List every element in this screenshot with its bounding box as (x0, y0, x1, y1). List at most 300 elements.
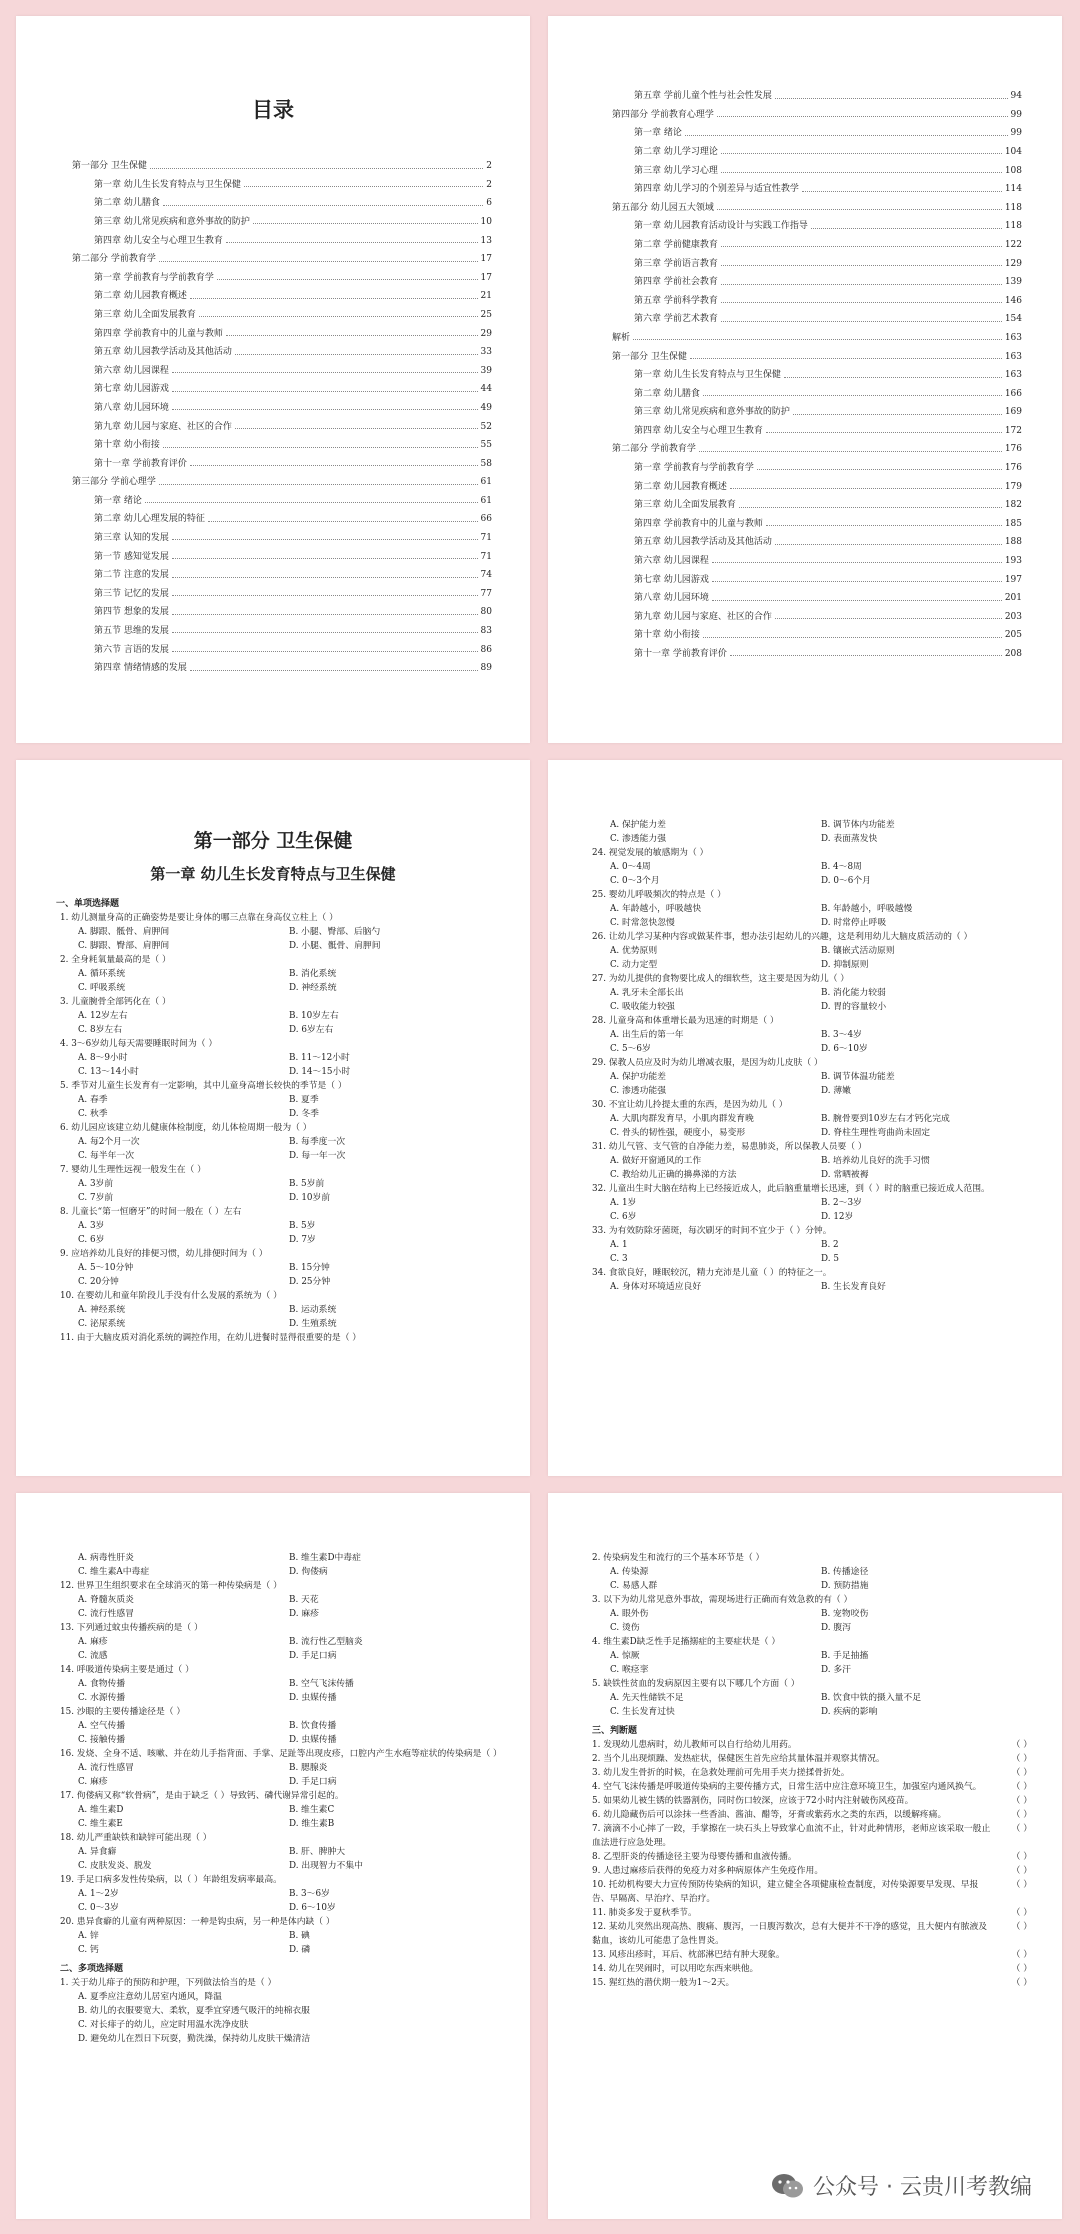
question-list (16, 1493, 530, 2046)
question-options (60, 1887, 500, 1915)
toc-entry-title: 第十一章 学前教育评价 (634, 649, 727, 659)
judgment-statement: 14. 幼儿在哭闹时，可以用吃东西来哄他。 (592, 1964, 759, 1974)
toc-entry-title: 第九章 幼儿园与家庭、社区的合作 (634, 611, 772, 622)
toc-leader (190, 298, 478, 299)
toc-row (72, 619, 492, 638)
question (592, 846, 1032, 888)
option: D. 常晒被褥 (821, 1170, 869, 1180)
option: A. 先天性储铁不足 (610, 1693, 684, 1703)
option: A. 麻疹 (78, 1637, 108, 1647)
toc-row (72, 321, 492, 340)
toc-page-number: 61 (480, 477, 492, 488)
question-stem: 9. 应培养幼儿良好的排便习惯，幼儿排便时间为（ ） (60, 1249, 268, 1259)
question-options (592, 1280, 1032, 1294)
toc-page-number: 13 (480, 235, 492, 246)
option: C. 生长发育过快 (610, 1707, 675, 1717)
option: C. 教给幼儿正确的擤鼻涕的方法 (610, 1170, 737, 1180)
question-options (592, 1196, 1032, 1224)
option: A. 5～10分钟 (78, 1263, 134, 1273)
toc-page-number: 33 (480, 347, 492, 358)
toc-entry-title: 第四章 学前社会教育 (634, 277, 718, 288)
toc-leader (730, 655, 1002, 656)
toc-entry-title: 第六章 学前艺术教育 (634, 314, 718, 325)
toc-page-number: 66 (480, 514, 492, 525)
option: D. 麻疹 (289, 1609, 319, 1619)
option: C. 水源传播 (78, 1693, 126, 1703)
question-list (548, 1493, 1062, 1990)
option: B. 调节体内功能差 (821, 820, 895, 830)
option: A. 异食癖 (78, 1847, 117, 1857)
answer-parens: （ ） (1011, 1978, 1032, 1988)
toc-leader (226, 335, 478, 336)
toc-leader (766, 525, 1002, 526)
toc-entry-title: 第七章 幼儿园游戏 (94, 384, 169, 395)
toc-row (612, 530, 1022, 549)
option: C. 维生素A中毒症 (78, 1567, 150, 1577)
watermark-text: 公众号 · 云贵川考教编 (813, 2175, 1032, 2200)
toc-row (72, 582, 492, 601)
toc-page-number: 172 (1004, 425, 1022, 436)
judgment-item (592, 1878, 1032, 1906)
toc-entry-title: 第二章 幼儿心理发展的特征 (94, 514, 205, 525)
question-stem: 12. 世界卫生组织要求在全球消灭的第一种传染病是（ ） (60, 1581, 282, 1591)
option: B. 4～8周 (821, 862, 862, 872)
toc-leader (235, 428, 478, 429)
toc-page-number: 176 (1004, 463, 1022, 474)
judgment-statement: 13. 风疹出疹时，耳后、枕部淋巴结有肿大现象。 (592, 1950, 785, 1960)
option: C. 8岁左右 (78, 1025, 122, 1035)
option: D. 神经系统 (289, 983, 337, 993)
question (60, 1247, 500, 1289)
question-list (16, 911, 530, 1345)
question (592, 1182, 1032, 1224)
toc-page-number: 118 (1004, 202, 1022, 213)
toc-row (612, 307, 1022, 326)
option: A. 脊髓灰质炎 (78, 1595, 134, 1605)
toc-leader (190, 670, 478, 671)
toc-row (72, 154, 492, 173)
question-stem: 1. 幼儿测量身高的正确姿势是要让身体的哪三点靠在身高仪立柱上（ ） (60, 913, 338, 923)
toc-page-number: 139 (1004, 277, 1022, 288)
toc-entry-title: 第五部分 幼儿园五大领域 (612, 202, 714, 213)
toc-row (72, 266, 492, 285)
toc-entry-title: 解析 (612, 332, 631, 343)
judgment-statement: 9. 人患过麻疹后获得的免疫力对多种病原体产生免疫作用。 (592, 1866, 824, 1876)
toc-entry-title: 第二章 幼儿园教育概述 (94, 291, 187, 302)
judgment-item (592, 1976, 1032, 1990)
toc-page-number: 74 (480, 570, 492, 581)
part-title: 第一部分 卫生保健 (193, 830, 353, 852)
question (592, 1056, 1032, 1098)
option: D. 出现智力不集中 (289, 1861, 363, 1871)
question-options (592, 860, 1032, 888)
option: B. 培养幼儿良好的洗手习惯 (821, 1156, 930, 1166)
option: D. 6～10岁 (289, 1903, 336, 1913)
toc-row (612, 363, 1022, 382)
toc-leader (721, 172, 1002, 173)
toc-leader (226, 242, 478, 243)
option: B. 3～6岁 (289, 1889, 330, 1899)
toc-entry-title: 第三部分 学前心理学 (72, 477, 156, 488)
toc-row (612, 344, 1022, 363)
toc-row (612, 382, 1022, 401)
toc-page-number: 71 (480, 551, 492, 562)
option: A. 大肌肉群发育早，小肌肉群发育晚 (610, 1114, 754, 1124)
judgment-statement: 8. 乙型肝炎的传播途径主要为母婴传播和血液传播。 (592, 1852, 797, 1862)
questions-page (548, 1493, 1062, 2219)
option: C. 时常忽快忽慢 (610, 918, 675, 928)
option: A. 维生素D (78, 1805, 124, 1815)
judgment-item (592, 1738, 1032, 1752)
toc-row (612, 400, 1022, 419)
option: A. 惊厥 (610, 1651, 640, 1661)
option: B. 运动系统 (289, 1305, 337, 1315)
toc-page-number: 182 (1004, 500, 1022, 511)
option: D. 薄嫩 (821, 1086, 851, 1096)
question (592, 1266, 1032, 1294)
toc-page-number: 10 (480, 216, 492, 227)
option: C. 喉痉挛 (610, 1665, 649, 1675)
question-options (60, 925, 500, 953)
toc-row (612, 214, 1022, 233)
question-options (592, 1070, 1032, 1098)
toc-entry-title: 第六章 幼儿园课程 (634, 556, 709, 567)
option: A. 传染源 (610, 1567, 649, 1577)
option: D. 手足口病 (289, 1651, 337, 1661)
toc-leader (703, 395, 1002, 396)
question (592, 1593, 1032, 1635)
option: B. 3～4岁 (821, 1030, 862, 1040)
toc-page-number: 122 (1004, 239, 1022, 250)
toc-entry-title: 第三章 幼儿全面发展教育 (634, 500, 736, 511)
option: C. 6岁 (78, 1235, 105, 1245)
toc-entry-title: 第四章 情绪情感的发展 (94, 663, 187, 674)
option: D. 6岁左右 (289, 1025, 334, 1035)
toc-leader (172, 391, 478, 392)
question-options (60, 1635, 500, 1663)
option: A. 做好开窗通风的工作 (610, 1156, 702, 1166)
toc-list (16, 154, 530, 675)
option: D. 维生素B (289, 1819, 335, 1829)
toc-leader (766, 432, 1002, 433)
toc-leader (172, 558, 478, 559)
toc-row (72, 656, 492, 675)
option: A. 3岁 (78, 1221, 105, 1231)
toc-leader (739, 507, 1002, 508)
option: D. 12岁 (821, 1212, 854, 1222)
question (60, 1551, 500, 1579)
toc-page-number: 163 (1004, 332, 1022, 343)
question-stem: 13. 下列通过蚊虫传播疾病的是（ ） (60, 1623, 203, 1633)
option: C. 对长痱子的幼儿，应定时用温水洗净皮肤 (78, 2020, 249, 2030)
toc-leader (244, 186, 483, 187)
toc-leader (172, 595, 478, 596)
option: D. 6～10岁 (821, 1044, 868, 1054)
question-stem: 6. 幼儿园应该建立幼儿健康体检制度，幼儿体检周期一般为（ ） (60, 1123, 312, 1133)
toc-page-number: 193 (1004, 556, 1022, 567)
toc-page-number: 17 (480, 272, 492, 283)
toc-entry-title: 第四章 幼儿安全与心理卫生教育 (94, 235, 223, 246)
question-stem: 16. 发烧、全身不适、咳嗽、并在幼儿手指背面、手掌、足趾等出现皮疹，口腔内产生水疱等症状的传染病是（ ） (60, 1749, 502, 1759)
question-options (60, 1719, 500, 1747)
toc-row (72, 247, 492, 266)
question-options (60, 1929, 500, 1957)
section-heading: 三、判断题 (592, 1726, 638, 1736)
option: D. 胃的容量较小 (821, 1002, 887, 1012)
toc-row (612, 158, 1022, 177)
toc-row (612, 512, 1022, 531)
toc-row (72, 637, 492, 656)
question-options (592, 1649, 1032, 1677)
toc-page-1 (16, 16, 530, 743)
judgment-item (592, 1822, 1032, 1850)
option: A. 每2个月一次 (78, 1137, 140, 1147)
toc-entry-title: 第五章 学前儿童个性与社会性发展 (634, 91, 772, 102)
toc-entry-title: 第二章 幼儿膳食 (94, 198, 160, 209)
toc-entry-title: 第六节 言语的发展 (94, 644, 169, 655)
toc-row (612, 567, 1022, 586)
question-stem: 24. 视觉发展的敏感期为（ ） (592, 848, 709, 858)
option: B. 饮食传播 (289, 1721, 337, 1731)
toc-page-number: 21 (480, 291, 492, 302)
option: A. 3岁前 (78, 1179, 114, 1189)
question-stem: 2. 传染病发生和流行的三个基本环节是（ ） (592, 1553, 765, 1563)
option: C. 6岁 (610, 1212, 637, 1222)
question (592, 1677, 1032, 1719)
toc-leader (159, 261, 478, 262)
toc-leader (757, 469, 1002, 470)
toc-leader (159, 484, 478, 485)
option: D. 虫媒传播 (289, 1735, 337, 1745)
toc-page-number: 114 (1004, 184, 1022, 195)
question (592, 1635, 1032, 1677)
toc-page-number: 208 (1004, 649, 1022, 659)
toc-leader (717, 116, 1008, 117)
question-options (592, 818, 1032, 846)
toc-page-number: 52 (480, 421, 492, 432)
option: A. 循环系统 (78, 969, 126, 979)
option: B. 11～12小时 (289, 1053, 350, 1063)
question-options (592, 1565, 1032, 1593)
option: A. 保护能力差 (610, 820, 666, 830)
toc-leader (721, 153, 1002, 154)
option: A. 脚跟、骶骨、肩胛间 (78, 927, 170, 937)
toc-entry-title: 第一章 幼儿园教育活动设计与实践工作指导 (634, 221, 808, 232)
option: C. 骨头的韧性强，硬度小，易变形 (610, 1128, 746, 1138)
wechat-icon (771, 2172, 805, 2200)
toc-leader (172, 372, 478, 373)
option: B. 15分钟 (289, 1263, 330, 1273)
option: A. 1岁 (610, 1198, 637, 1208)
toc-entry-title: 第一章 幼儿生长发育特点与卫生保健 (634, 370, 781, 381)
toc-leader (712, 562, 1002, 563)
toc-page-number: 44 (480, 384, 492, 395)
toc-leader (208, 521, 478, 522)
question-options (592, 1112, 1032, 1140)
toc-page-number: 2 (486, 161, 492, 172)
toc-page-number: 188 (1004, 537, 1022, 548)
question-stem: 31. 幼儿气管、支气管的自净能力差，易患肺炎，所以保教人员要（ ） (592, 1142, 867, 1152)
question-options (60, 1009, 500, 1037)
toc-page-number: 154 (1004, 314, 1022, 325)
toc-leader (172, 577, 478, 578)
question (592, 1551, 1032, 1593)
toc-entry-title: 第十一章 学前教育评价 (94, 458, 187, 469)
toc-page-number: 201 (1004, 593, 1022, 604)
toc-row (72, 526, 492, 545)
option: B. 空气飞沫传播 (289, 1679, 354, 1689)
toc-entry-title: 第五章 幼儿园教学活动及其他活动 (94, 347, 232, 358)
toc-entry-title: 第四节 想象的发展 (94, 607, 169, 618)
toc-page-number: 61 (480, 495, 492, 506)
option: C. 渗透能力强 (610, 834, 666, 844)
question-stem: 25. 婴幼儿呼吸频次的特点是（ ） (592, 890, 726, 900)
answer-parens: （ ） (1011, 1810, 1032, 1820)
section-heading: 二、多项选择题 (60, 1964, 124, 1974)
question-stem: 4. 维生素D缺乏性手足搐搦症的主要症状是（ ） (592, 1637, 781, 1647)
toc-leader (699, 451, 1002, 452)
toc-row (612, 586, 1022, 605)
question-stem: 33. 为有效防除牙菌斑，每次刷牙的时间不宜少于（ ）分钟。 (592, 1226, 832, 1236)
toc-row (72, 377, 492, 396)
option: C. 呼吸系统 (78, 983, 126, 993)
option: B. 肝、脾肿大 (289, 1847, 346, 1857)
toc-leader (690, 358, 1002, 359)
option: B. 生长发育良好 (821, 1282, 886, 1292)
option: C. 5～6岁 (610, 1044, 651, 1054)
option: D. 时常停止呼吸 (821, 918, 887, 928)
answer-parens: （ ） (1011, 1754, 1032, 1764)
question-options (592, 1028, 1032, 1056)
option: B. 消化能力较弱 (821, 988, 886, 998)
question-stem: 26. 让幼儿学习某种内容或做某件事，想办法引起幼儿的兴趣，这是利用幼儿大脑皮质活动的（ ） (592, 932, 973, 942)
option: C. 脚跟、臀部、肩胛间 (78, 941, 170, 951)
toc-entry-title: 第四章 幼儿学习的个别差异与适宜性教学 (634, 184, 799, 195)
toc-row (72, 470, 492, 489)
toc-row (72, 210, 492, 229)
question-options (592, 986, 1032, 1014)
option: B. 维生素D中毒症 (289, 1553, 361, 1563)
toc-row (612, 642, 1022, 661)
toc-entry-title: 第二章 学前健康教育 (634, 239, 718, 250)
toc-entry-title: 第一节 感知觉发展 (94, 551, 169, 562)
toc-leader (775, 618, 1002, 619)
option: D. 多汗 (821, 1665, 851, 1675)
toc-entry-title: 第二章 幼儿园教育概述 (634, 481, 727, 492)
option: B. 饮食中铁的摄入量不足 (821, 1693, 922, 1703)
question-stem: 3. 儿童腕骨全部钙化在（ ） (60, 997, 171, 1007)
toc-entry-title: 第九章 幼儿园与家庭、社区的合作 (94, 421, 232, 432)
toc-row (72, 507, 492, 526)
toc-entry-title: 第一章 幼儿生长发育特点与卫生保健 (94, 179, 241, 190)
toc-row (612, 493, 1022, 512)
toc-entry-title: 第一章 绪论 (94, 495, 142, 506)
question-stem: 27. 为幼儿提供的食物要比成人的细软些，这主要是因为幼儿（ ） (592, 974, 850, 984)
toc-row (72, 489, 492, 508)
judgment-statement: 2. 当个儿出现烦躁、发热症状，保健医生首先应给其量体温并观察其情况。 (592, 1754, 885, 1764)
option: A. 12岁左右 (78, 1011, 128, 1021)
question-options (60, 1261, 500, 1289)
toc-row (612, 549, 1022, 568)
toc-leader (721, 302, 1002, 303)
option: D. 脊柱生理性弯曲尚未固定 (821, 1128, 931, 1138)
toc-leader (775, 98, 1008, 99)
question-stem: 11. 由于大脑皮质对消化系统的调控作用，在幼儿进餐时显得很重要的是（ ） (60, 1333, 362, 1343)
toc-leader (721, 284, 1002, 285)
option: D. 预防措施 (821, 1581, 869, 1591)
section-heading: 一、单项选择题 (56, 899, 120, 909)
question-stem: 32. 儿童出生时大脑在结构上已经接近成人，此后脑重量增长迅速，到（ ）时的脑重已接近成人范围。 (592, 1184, 990, 1194)
option: C. 20分钟 (78, 1277, 119, 1287)
question (60, 995, 500, 1037)
option: D. 表面蒸发快 (821, 834, 878, 844)
option: A. 优势原则 (610, 946, 658, 956)
toc-leader (717, 209, 1002, 210)
toc-row (72, 359, 492, 378)
option: C. 动力定型 (610, 960, 658, 970)
chapter-page (16, 760, 530, 1476)
option: B. 幼儿的衣服要宽大、柔软，夏季宜穿透气吸汗的纯棉衣服 (78, 2006, 310, 2016)
questions-page (16, 1493, 530, 2219)
question-stem: 28. 儿童身高和体重增长最为迅速的时期是（ ） (592, 1016, 779, 1026)
question (60, 1663, 500, 1705)
question-options (60, 1761, 500, 1789)
option: A. 身体对环境适应良好 (610, 1282, 702, 1292)
toc-leader (712, 600, 1002, 601)
toc-page-number: 169 (1004, 407, 1022, 418)
toc-page-number: 166 (1004, 388, 1022, 399)
answer-parens: （ ） (1011, 1740, 1032, 1750)
toc-entry-title: 第二章 幼儿学习理论 (634, 146, 718, 157)
question (592, 972, 1032, 1014)
toc-page-number: 129 (1004, 258, 1022, 269)
judgment-item (592, 1808, 1032, 1822)
question-options (60, 1093, 500, 1121)
toc-leader (784, 377, 1002, 378)
option: C. 麻疹 (78, 1777, 108, 1787)
toc-page-number: 49 (480, 402, 492, 413)
option: B. 传播途径 (821, 1567, 869, 1577)
toc-page-number: 203 (1004, 611, 1022, 622)
toc-row (612, 121, 1022, 140)
option: C. 0～3个月 (610, 876, 660, 886)
toc-page-number: 118 (1004, 221, 1022, 232)
judgment-statement: 5. 如果幼儿被生锈的铁器割伤，同时伤口较深，应该于72小时内注射破伤风疫苗。 (592, 1796, 914, 1806)
toc-row (72, 396, 492, 415)
option: B. 宠物咬伤 (821, 1609, 869, 1619)
toc-entry-title: 第四章 学前教育中的儿童与教师 (94, 328, 223, 339)
question (60, 1121, 500, 1163)
option: C. 吸收能力较强 (610, 1002, 675, 1012)
question-options (60, 1303, 500, 1331)
toc-leader (633, 339, 1002, 340)
option: B. 2～3岁 (821, 1198, 862, 1208)
option: C. 0～3岁 (78, 1903, 119, 1913)
toc-row (72, 228, 492, 247)
question (60, 1621, 500, 1663)
answer-parens: （ ） (1011, 1880, 1032, 1890)
option: B. 碘 (289, 1931, 310, 1941)
question (60, 1705, 500, 1747)
toc-leader (730, 488, 1002, 489)
question (60, 953, 500, 995)
question-stem: 3. 以下为幼儿常见意外事故，需现场进行正确而有效急救的有（ ） (592, 1595, 853, 1605)
toc-row (612, 84, 1022, 103)
option: A. 8～9小时 (78, 1053, 128, 1063)
option: D. 5 (821, 1254, 839, 1264)
judgment-item (592, 1752, 1032, 1766)
chapter-title: 第一章 幼儿生长发育特点与卫生保健 (150, 865, 396, 883)
